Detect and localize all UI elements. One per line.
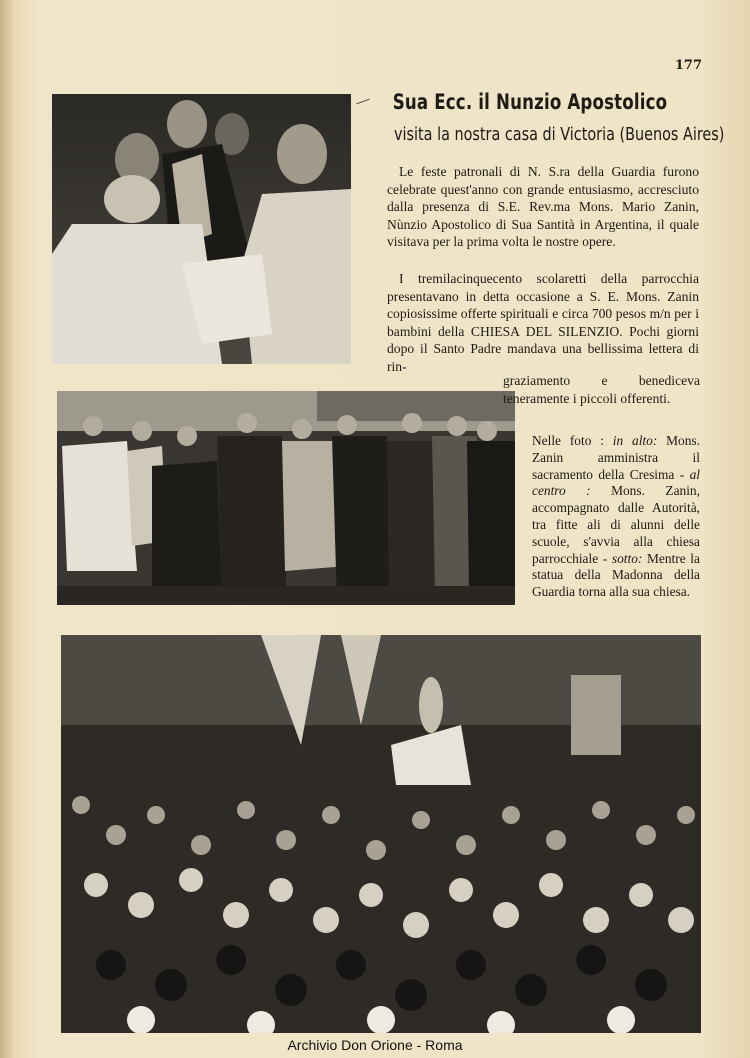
caption-top-text: Mons. Zanin amministra il sacramento della Cresima - [532, 433, 700, 482]
page-number: 177 [674, 58, 702, 73]
caption-bottom-text: Mentre la statua della Madonna della Guardia torna alla sua chiesa. [532, 550, 700, 600]
paragraph-feast: Le feste patronali di N. S.ra della Guardia furono celebrate quest'anno con grande entusiasmo, accresciuto dalla presenza di S.E. Rev.ma Mons. Mario Zanin, Nùnzio Apostolico di Sua Santità in Argentina, il quale visitava per la prima volta le nostre opere. [387, 164, 699, 250]
paragraph-offerings-continued: graziamento e benediceva teneramente i piccoli offerenti. [503, 373, 700, 406]
photo-authorities-procession [57, 391, 515, 605]
caption-top-label: in alto: [612, 433, 658, 448]
photo-caption [532, 433, 700, 601]
article-subtitle: visita la nostra casa di Victoria (Buenos Aires) [394, 124, 725, 145]
article-title: Sua Ecc. il Nunzio Apostolico [392, 90, 668, 114]
photo-madonna-statue-crowd [61, 635, 701, 1033]
caption-bottom-label: sotto: [611, 550, 643, 566]
caption-center-label: al centro : [532, 466, 700, 499]
page-binding-edge [0, 0, 12, 1058]
decorative-dash [356, 99, 369, 105]
caption-center-text: Mons. Zanin, accompagnato dalle Autorità, tra fitte ali di alunni delle scuole, s'avvia alla chiesa parrocchiale - [532, 483, 700, 566]
caption-intro: Nelle foto : [532, 433, 604, 448]
photo-confirmation [52, 94, 351, 364]
archive-footer: Archivio Don Orione - Roma [287, 1037, 463, 1053]
paragraph-offerings: I tremilacinquecento scolaretti della parrocchia presentavano in detta occasione a S. E. Mons. Zanin copiosissime offerte spirituali e circa 700 pesos m/n per i bambini della CHIESA DEL SILENZIO. Pochi giorni dopo il Santo Padre mandava una bellissima lettera di rin- [387, 271, 699, 374]
